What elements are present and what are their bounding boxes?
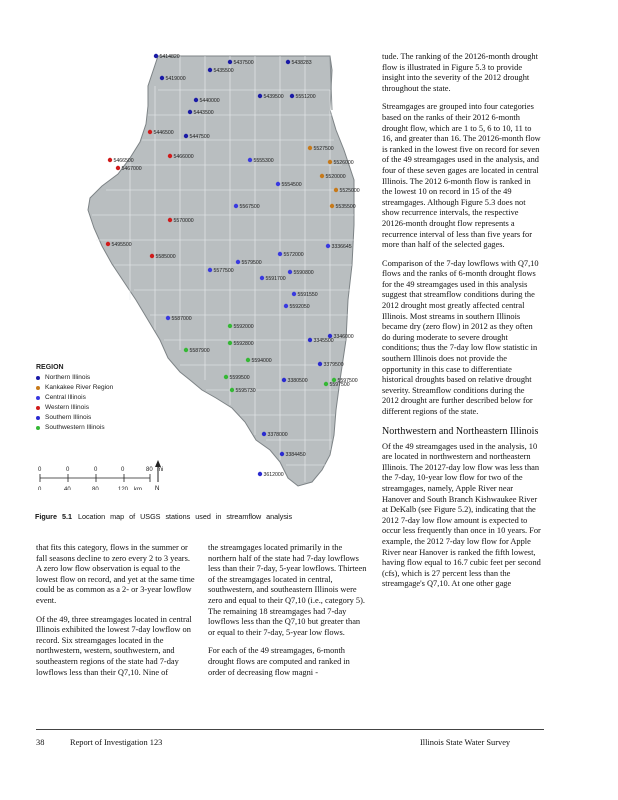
scale-mi-1: 0	[66, 467, 70, 473]
scale-mi-unit: mi	[157, 467, 164, 473]
station-label: 5438283	[291, 60, 312, 66]
station-marker	[258, 94, 262, 98]
station-label: 5495500	[111, 242, 132, 248]
station-marker	[166, 316, 170, 320]
scale-km-2: 80	[92, 487, 99, 490]
station-label: 5592050	[289, 304, 310, 310]
station-marker	[168, 154, 172, 158]
station-marker	[324, 382, 328, 386]
station-marker	[308, 338, 312, 342]
station-marker	[108, 158, 112, 162]
station-marker	[318, 362, 322, 366]
station-label: 5446500	[153, 130, 174, 136]
station-marker	[290, 94, 294, 98]
station-marker	[258, 472, 262, 476]
station-marker	[208, 268, 212, 272]
paragraph: Streamgages are grouped into four categories based on the ranks of their 2012 6-month drought flow, which are 1 to 5, 6 to 10, 11 to 16, and greater than 16. The 20126-month flow is ranked in the lowest five on record for seven of the 49 streamgages used in the analysis, and four of these seven gages are located in central Illinois. The 2012 6-month flow is ranked in the lowest 10 on record in 15 of the 49 streamgages. Although Figure 5.3 does not show recurrence intervals, the respective 20126-month drought flow represents a recurrence interval of less than five years for more than half of the selected gages.	[382, 102, 541, 250]
station-marker	[320, 174, 324, 178]
paragraph: that fits this category, flows in the summer or fall seasons decline to zero every 2 to 3 years. A zero low flow observation is equal to the lowest flow on record, and yet at the same time could be as common as a 2- or 3-year lowflow event.	[36, 543, 195, 605]
station-marker	[260, 276, 264, 280]
station-marker	[106, 242, 110, 246]
station-label: 5440000	[199, 98, 220, 104]
station-marker	[228, 324, 232, 328]
station-label: 5592000	[233, 324, 254, 330]
station-marker	[262, 432, 266, 436]
station-marker	[116, 166, 120, 170]
station-label: 5579500	[241, 260, 262, 266]
station-label: 5591700	[265, 276, 286, 282]
station-label: 5585000	[155, 254, 176, 260]
station-label: 5535500	[335, 204, 356, 210]
paragraph: tude. The ranking of the 20126-month drought flow is illustrated in Figure 5.3 to provide insight into the severity of the 2012 drought throughout the state.	[382, 52, 538, 93]
left-column	[36, 543, 196, 686]
station-marker	[278, 252, 282, 256]
station-label: 5594000	[251, 358, 272, 364]
station-marker	[292, 292, 296, 296]
station-label: 3384450	[285, 452, 306, 458]
station-label: 5437500	[233, 60, 254, 66]
station-marker	[308, 146, 312, 150]
station-marker	[332, 378, 336, 382]
legend-dot	[36, 396, 40, 400]
middle-column	[208, 543, 368, 686]
station-marker	[288, 270, 292, 274]
legend-item-central: Central Illinois	[36, 393, 186, 403]
station-marker	[284, 304, 288, 308]
station-marker	[224, 375, 228, 379]
station-label: 5467000	[121, 166, 142, 172]
station-label: 5526000	[333, 160, 354, 166]
legend-dot	[36, 376, 40, 380]
scale-bar	[38, 467, 163, 490]
figure-caption	[35, 512, 365, 521]
station-marker	[276, 182, 280, 186]
station-label: 5520000	[325, 174, 346, 180]
legend-item-southern: Southern Illinois	[36, 413, 186, 423]
legend-item-southwestern: Southwestern Illinois	[36, 423, 186, 433]
station-label: 5591550	[297, 292, 318, 298]
scale-km-unit: km	[134, 487, 142, 490]
station-label: 5577500	[213, 268, 234, 274]
north-label: N	[155, 486, 160, 490]
legend-dot	[36, 406, 40, 410]
legend-dot	[36, 416, 40, 420]
station-marker	[148, 130, 152, 134]
station-label: 5590800	[293, 270, 314, 276]
paragraph: the streamgages located primarily in the northern half of the state had 7-day lowflows less than their 7-day, 5-year lowflows. Thirteen of the streamgages located in central, southwestern, and southeastern Illinois were zero and equal to their Q7,10 (i.e., category 5). The remaining 18 streamgages had 7-day lowflows less than the Q7,10 but greater than or equal to their 7-day, 5-year low flows.	[208, 543, 367, 637]
station-marker	[326, 244, 330, 248]
station-label: 5525000	[339, 188, 360, 194]
station-label: 5554500	[281, 182, 302, 188]
station-marker	[328, 160, 332, 164]
legend-dot	[36, 386, 40, 390]
station-marker	[194, 98, 198, 102]
station-marker	[230, 388, 234, 392]
station-label: 3346000	[333, 334, 354, 340]
scale-mi-4: 80	[146, 467, 153, 473]
figure-label: Figure 5.1	[35, 512, 72, 521]
station-label: 3336645	[331, 244, 352, 250]
scale-mi-3: 0	[121, 467, 125, 473]
station-marker	[286, 60, 290, 64]
station-marker	[228, 60, 232, 64]
legend-item-northern: Northern Illinois	[36, 373, 186, 383]
legend-dot	[36, 426, 40, 430]
paragraph: Of the 49, three streamgages located in central Illinois exhibited the lowest 7-day lowflow on record. Six streamgages located in the northwestern, western, southwestern, and southeastern regions of the state had 7-day lowflows less than their Q7,10. Nine of	[36, 614, 192, 677]
station-label: 5466500	[113, 158, 134, 164]
legend-title: REGION	[36, 364, 64, 371]
station-label: 5527500	[313, 146, 334, 152]
station-marker	[246, 358, 250, 362]
station-label: 3345500	[313, 338, 334, 344]
station-label: 5419000	[165, 76, 186, 82]
station-label: 3378000	[267, 432, 288, 438]
station-marker	[154, 54, 158, 58]
scale-km-1: 40	[64, 487, 71, 490]
station-label: 3380500	[287, 378, 308, 384]
paragraph: Comparison of the 7-day lowflows with Q7,10 flows and the ranks of 6-month drought flows for the 49 streamgages used in this analysis suggest that streamflow conditions during the 2012 drought most greatly affected central Illinois. Most streams in southern Illinois became dry (zero flow) in 2012 as they often do during moderate to severe drought conditions; thus the 7-day low flow statistic in southern Illinois does not provide the opportunity in this case to differentiate historical droughts based on relative drought severity. Streamflow conditions during the 2012 drought are further described below for different regions of the state.	[382, 258, 539, 416]
scale-mi-2: 0	[94, 467, 98, 473]
station-marker	[150, 254, 154, 258]
station-marker	[334, 188, 338, 192]
paragraph: For each of the 49 streamgages, 6-month drought flows are computed and ranked in order of decreasing flow magni -	[208, 646, 350, 677]
station-label: 5447500	[189, 134, 210, 140]
station-label: 5414820	[159, 54, 180, 60]
station-label: 5466000	[173, 154, 194, 160]
station-label: 5567500	[239, 204, 260, 210]
station-label: 5587900	[189, 348, 210, 354]
station-marker	[228, 341, 232, 345]
station-marker	[236, 260, 240, 264]
station-label: 5597500	[337, 378, 358, 384]
station-label: 5595730	[235, 388, 256, 394]
station-label: 5570000	[173, 218, 194, 224]
station-label: 5587000	[171, 316, 192, 322]
scale-km-0: 0	[38, 487, 42, 490]
station-marker	[184, 348, 188, 352]
section-heading: Northwestern and Northeastern Illinois	[382, 425, 539, 437]
region-legend	[36, 363, 186, 433]
station-marker	[282, 378, 286, 382]
station-marker	[184, 134, 188, 138]
station-marker	[188, 110, 192, 114]
footer-rule	[36, 729, 544, 730]
station-marker	[330, 204, 334, 208]
station-label: 5599500	[229, 375, 250, 381]
agency-name: Illinois State Water Survey	[420, 738, 511, 747]
scale-mi-0: 0	[38, 467, 42, 473]
station-marker	[168, 218, 172, 222]
station-marker	[160, 76, 164, 80]
legend-item-western: Western Illinois	[36, 403, 186, 413]
legend-item-kankakee: Kankakee River Region	[36, 383, 186, 393]
scale-km-3: 120	[118, 487, 129, 490]
station-marker	[234, 204, 238, 208]
station-marker	[208, 68, 212, 72]
report-title: Report of Investigation 123	[70, 738, 163, 747]
station-marker	[280, 452, 284, 456]
right-column	[382, 52, 542, 598]
paragraph: Of the 49 streamgages used in the analysis, 10 are located in northwestern and northeastern Illinois. The 20127-day low flow was less than the 7-day, 10-year low flow for two of the streamgages, namely, Apple River near Hanover and South Branch Kishwaukee River at DeKalb (see Figure 5.2), indicating that the 2012 7-day low flow amount is expected to occur less frequently than once in 10 years. For example, the 2012 7-day low flow for Apple River near Hanover is ranked the fifth lowest, having flow equal to 16.7 cubic feet per second (cfs), which is 27 percent less than the streamgage's Q7,10. At one other gage	[382, 441, 541, 589]
station-label: 5551200	[295, 94, 316, 100]
station-label: 3612000	[263, 472, 284, 478]
figure-caption-text: Location map of USGS stations used in streamflow analysis	[77, 512, 293, 521]
station-label: 3379500	[323, 362, 344, 368]
station-label: 5443500	[193, 110, 214, 116]
station-label: 5592800	[233, 341, 254, 347]
page-number: 38	[36, 738, 45, 747]
north-arrow	[155, 460, 164, 490]
station-label: 5435500	[213, 68, 234, 74]
station-label: 5439500	[263, 94, 284, 100]
station-label: 5555300	[253, 158, 274, 164]
station-label: 5572000	[283, 252, 304, 258]
station-marker	[248, 158, 252, 162]
station-label: 5597500	[329, 382, 350, 388]
